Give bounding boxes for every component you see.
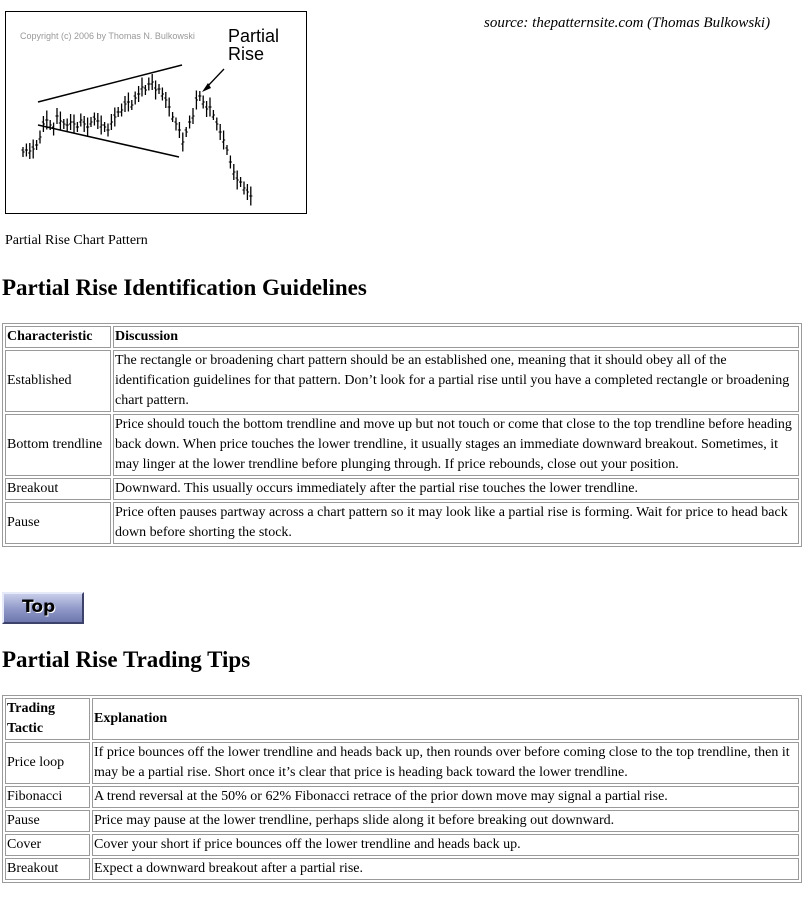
tips-heading: Partial Rise Trading Tips xyxy=(2,647,251,672)
row-text: Expect a downward breakout after a partial rise. xyxy=(92,858,799,880)
price-bar xyxy=(35,140,38,150)
price-bar xyxy=(103,122,106,132)
price-bar xyxy=(62,119,65,129)
price-bar xyxy=(171,112,174,122)
price-bar xyxy=(215,118,218,131)
row-text: A trend reversal at the 50% or 62% Fibonacci retrace of the prior down move may signal a partial rise. xyxy=(92,786,799,808)
price-bar xyxy=(161,88,164,101)
price-bar xyxy=(236,171,239,190)
price-bar xyxy=(120,104,123,117)
upper-trendline xyxy=(38,65,182,102)
table-header-row xyxy=(5,698,799,740)
row-name: Price loop xyxy=(5,742,90,784)
price-bar xyxy=(113,108,116,127)
price-bar xyxy=(249,187,252,206)
price-bar xyxy=(100,116,103,135)
price-chart xyxy=(6,12,306,213)
chart-label-rise: Rise xyxy=(228,44,265,64)
price-bar xyxy=(137,86,140,102)
table-row xyxy=(5,478,799,500)
header-characteristic: Characteristic xyxy=(5,326,111,348)
price-bar xyxy=(225,145,228,155)
price-bar xyxy=(83,116,86,132)
table-row xyxy=(5,834,799,856)
price-bar xyxy=(93,113,96,126)
row-name: Pause xyxy=(5,502,111,544)
price-bar xyxy=(191,108,194,124)
price-bar xyxy=(110,114,113,130)
price-bar xyxy=(28,143,31,159)
price-bar xyxy=(208,98,211,117)
price-bar xyxy=(178,122,181,138)
top-button[interactable]: Top xyxy=(2,592,84,624)
label-arrow xyxy=(202,69,224,92)
price-bar xyxy=(130,100,133,110)
price-bar xyxy=(59,112,62,131)
price-bar xyxy=(195,91,198,110)
price-bar xyxy=(181,133,184,152)
row-text: If price bounces off the lower trendline and heads back up, then rounds over before coming close to the top trendline, then it may be a partial rise. Short once it’s clear that price is heading back toward the lower trendline. xyxy=(92,742,799,784)
price-bar xyxy=(239,177,242,187)
row-name: Fibonacci xyxy=(5,786,90,808)
figure-caption: Partial Rise Chart Pattern xyxy=(5,233,148,248)
price-bar xyxy=(106,124,109,137)
price-bar xyxy=(222,131,225,150)
row-text: The rectangle or broadening chart pattern should be an established one, meaning that it should obey all of the identification guidelines for that pattern. Don’t look for a partial rise until you have a completed rectangle or broadening chart pattern. xyxy=(113,350,799,412)
price-bar xyxy=(134,92,137,105)
row-name: Established xyxy=(5,350,111,412)
row-name: Cover xyxy=(5,834,90,856)
price-bar xyxy=(76,122,79,132)
header-discussion: Discussion xyxy=(113,326,799,348)
price-bar xyxy=(198,91,201,101)
price-bar xyxy=(205,101,208,117)
price-bar xyxy=(55,108,58,124)
price-bar xyxy=(188,116,191,129)
guidelines-table xyxy=(2,323,802,547)
price-bar xyxy=(25,144,28,157)
price-bar xyxy=(38,131,41,144)
price-bar xyxy=(164,92,167,108)
row-text: Cover your short if price bounces off the lower trendline and heads back up. xyxy=(92,834,799,856)
price-bar xyxy=(42,116,45,132)
row-text: Price should touch the bottom trendline and move up but not touch or come that close to the top trendline before heading back down. When price touches the lower trendline, it usually stages an immediate downward breakout. Sometimes, it may linger at the lower trendline before plunging through. If price rebounds, close out your position. xyxy=(113,414,799,476)
price-bar xyxy=(79,114,82,127)
price-bar xyxy=(212,110,215,120)
table-header-row xyxy=(5,326,799,348)
price-bar xyxy=(123,96,126,112)
price-bar xyxy=(185,127,188,137)
price-bar xyxy=(151,74,154,90)
price-bar xyxy=(174,118,177,131)
price-bar xyxy=(72,115,75,134)
header-trading-tactic: Trading Tactic xyxy=(5,698,90,740)
price-bar xyxy=(242,182,245,195)
price-bar xyxy=(154,81,157,100)
price-bar xyxy=(89,117,92,127)
price-bar xyxy=(127,93,130,112)
tips-table xyxy=(2,695,802,883)
price-bar xyxy=(232,164,235,180)
guidelines-heading: Partial Rise Identification Guidelines xyxy=(2,275,367,300)
price-bar xyxy=(147,78,150,91)
price-bar xyxy=(229,156,232,169)
chart-label-partial: Partial xyxy=(228,26,280,46)
price-bar xyxy=(140,78,143,97)
row-text: Price may pause at the lower trendline, perhaps slide along it before breaking out downward. xyxy=(92,810,799,832)
row-text: Downward. This usually occurs immediately after the partial rise touches the lower trendline. xyxy=(113,478,799,500)
price-bar xyxy=(117,107,120,117)
price-bar xyxy=(21,147,24,157)
price-bar xyxy=(246,184,249,200)
table-row xyxy=(5,350,799,412)
table-row xyxy=(5,810,799,832)
price-bars xyxy=(21,74,252,206)
row-name: Breakout xyxy=(5,478,111,500)
price-bar xyxy=(168,98,171,117)
row-text: Price often pauses partway across a chart pattern so it may look like a partial rise is forming. Wait for price to head back down before shorting the stock. xyxy=(113,502,799,544)
row-name: Pause xyxy=(5,810,90,832)
table-row xyxy=(5,858,799,880)
table-row xyxy=(5,786,799,808)
price-bar xyxy=(96,113,99,129)
chart-copyright: Copyright (c) 2006 by Thomas N. Bulkowski xyxy=(20,31,195,41)
price-bar xyxy=(157,84,160,94)
table-row xyxy=(5,414,799,476)
price-bar xyxy=(69,114,72,130)
table-row xyxy=(5,502,799,544)
price-bar xyxy=(219,124,222,140)
price-bar xyxy=(66,119,69,132)
price-bar xyxy=(202,96,205,109)
partial-rise-chart-figure xyxy=(5,11,307,214)
price-bar xyxy=(32,140,35,159)
source-credit: source: thepatternsite.com (Thomas Bulkowski) xyxy=(484,15,771,31)
header-explanation: Explanation xyxy=(92,698,799,740)
price-bar xyxy=(144,85,147,95)
row-name: Breakout xyxy=(5,858,90,880)
table-row xyxy=(5,742,799,784)
price-bar xyxy=(86,118,89,137)
row-name: Bottom trendline xyxy=(5,414,111,476)
